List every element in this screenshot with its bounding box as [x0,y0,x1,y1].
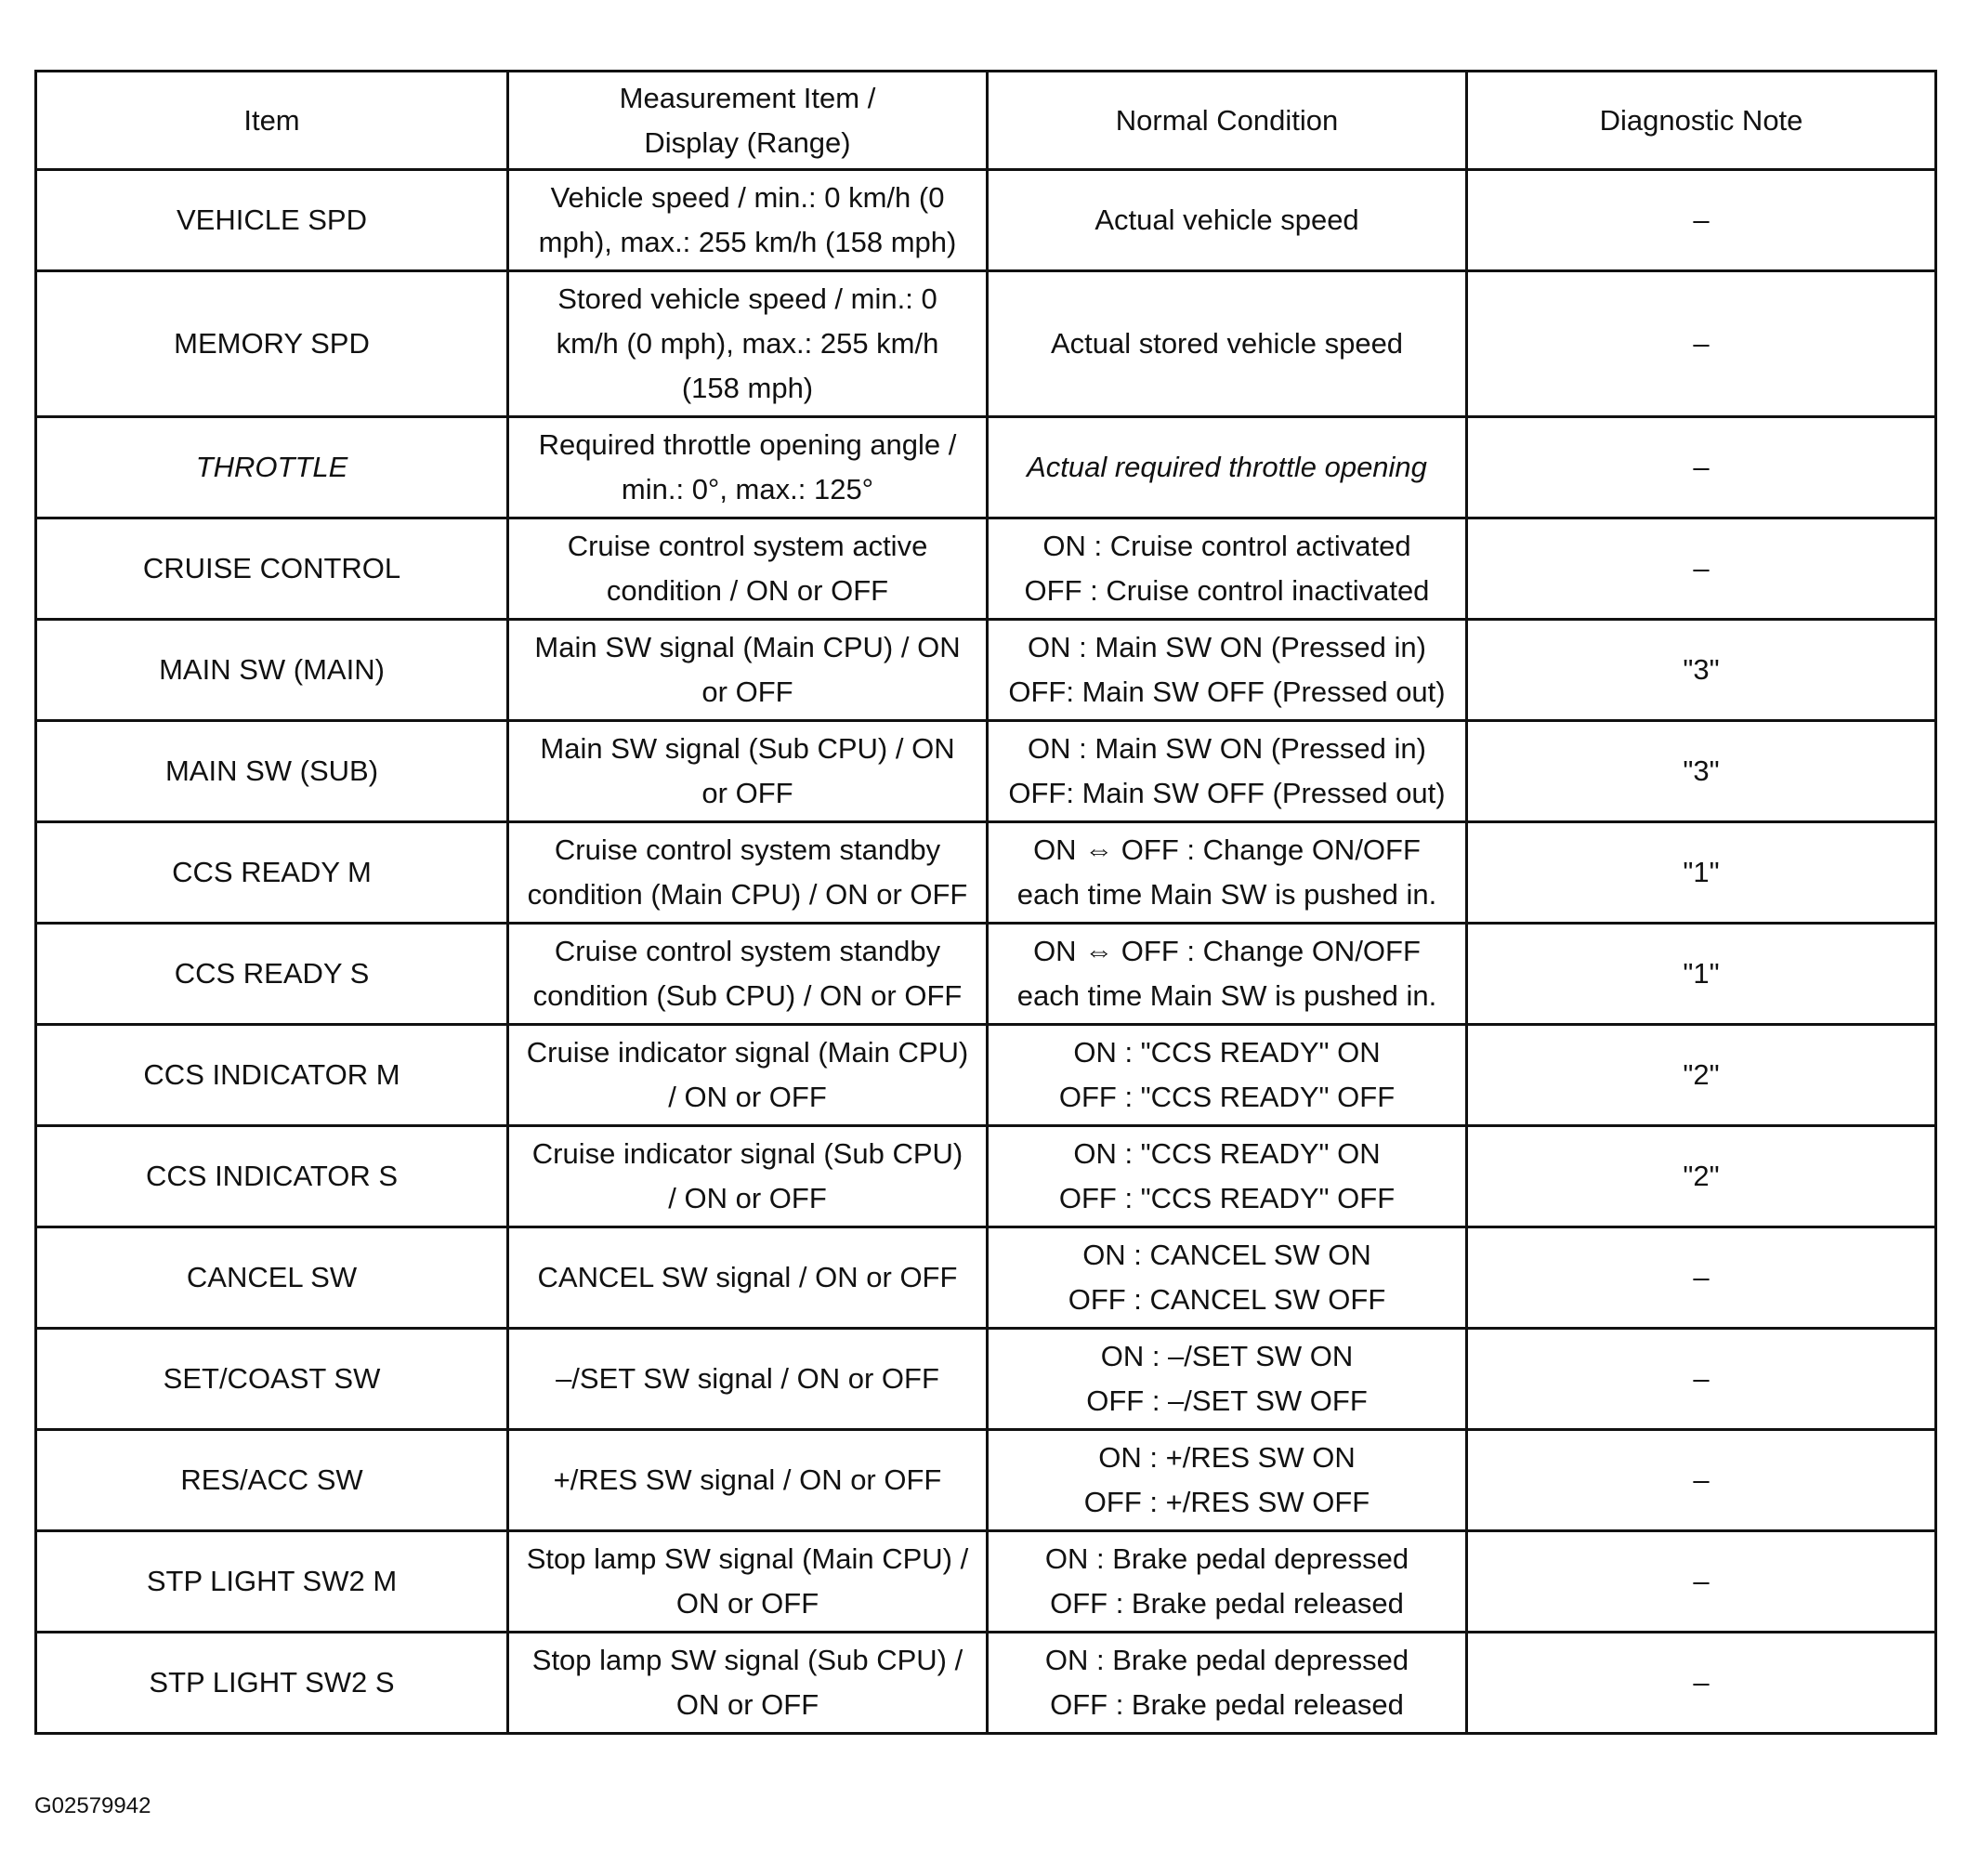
cell-condition: ON : Main SW ON (Pressed in) OFF: Main SW OFF (Pressed out) [988,620,1467,721]
table-row [36,1227,1936,1329]
table-header [36,72,1936,170]
cell-measurement: Cruise indicator signal (Sub CPU) / ON or OFF [508,1126,988,1227]
cell-note: – [1467,417,1936,518]
cell-condition: ON : "CCS READY" ON OFF : "CCS READY" OFF [988,1126,1467,1227]
cell-measurement: Cruise control system standby condition (Main CPU) / ON or OFF [508,822,988,924]
cell-measurement: Vehicle speed / min.: 0 km/h (0 mph), max.: 255 km/h (158 mph) [508,170,988,271]
cell-condition: ON : Brake pedal depressed OFF : Brake pedal released [988,1633,1467,1734]
table-row [36,417,1936,518]
cell-note: "1" [1467,822,1936,924]
table-row [36,170,1936,271]
cell-condition: ON : "CCS READY" ON OFF : "CCS READY" OFF [988,1025,1467,1126]
cell-note: "3" [1467,620,1936,721]
cell-measurement: Cruise control system active condition / ON or OFF [508,518,988,620]
cell-note: – [1467,1531,1936,1633]
cell-note: – [1467,518,1936,620]
cell-measurement: Stop lamp SW signal (Sub CPU) / ON or OFF [508,1633,988,1734]
table-body [36,170,1936,1734]
cell-measurement: +/RES SW signal / ON or OFF [508,1430,988,1531]
cell-condition: ON : –/SET SW ON OFF : –/SET SW OFF [988,1329,1467,1430]
cell-item: SET/COAST SW [36,1329,508,1430]
cell-measurement: Stored vehicle speed / min.: 0 km/h (0 mph), max.: 255 km/h (158 mph) [508,271,988,417]
cell-item: THROTTLE [36,417,508,518]
table-row [36,1025,1936,1126]
table-row [36,924,1936,1025]
header-condition: Normal Condition [988,72,1467,170]
cell-item: CCS INDICATOR S [36,1126,508,1227]
cell-measurement: Main SW signal (Main CPU) / ON or OFF [508,620,988,721]
cell-note: "1" [1467,924,1936,1025]
cell-note: "3" [1467,721,1936,822]
cell-condition: Actual vehicle speed [988,170,1467,271]
table-row [36,620,1936,721]
cell-condition: ON ⇔ OFF : Change ON/OFF each time Main SW is pushed in. [988,924,1467,1025]
cell-item: MAIN SW (SUB) [36,721,508,822]
cell-measurement: Cruise control system standby condition (Sub CPU) / ON or OFF [508,924,988,1025]
cell-item: MAIN SW (MAIN) [36,620,508,721]
cell-note: – [1467,1633,1936,1734]
cell-note: – [1467,1329,1936,1430]
cell-note: – [1467,170,1936,271]
cell-item: CCS READY S [36,924,508,1025]
cell-note: – [1467,1227,1936,1329]
table-row [36,721,1936,822]
table-row [36,1126,1936,1227]
cell-item: CCS INDICATOR M [36,1025,508,1126]
cell-condition: Actual required throttle opening [988,417,1467,518]
header-row [36,72,1936,170]
cell-condition: Actual stored vehicle speed [988,271,1467,417]
table-row [36,518,1936,620]
cell-item: STP LIGHT SW2 S [36,1633,508,1734]
diagnostic-table-container [34,70,1934,1735]
cell-note: "2" [1467,1126,1936,1227]
cell-measurement: CANCEL SW signal / ON or OFF [508,1227,988,1329]
cell-measurement: Stop lamp SW signal (Main CPU) / ON or OFF [508,1531,988,1633]
cell-measurement: Cruise indicator signal (Main CPU) / ON or OFF [508,1025,988,1126]
table-row [36,822,1936,924]
cell-item: MEMORY SPD [36,271,508,417]
cell-condition: ON : Brake pedal depressed OFF : Brake pedal released [988,1531,1467,1633]
table-row [36,271,1936,417]
cell-item: STP LIGHT SW2 M [36,1531,508,1633]
cell-note: – [1467,1430,1936,1531]
cell-item: CRUISE CONTROL [36,518,508,620]
cell-note: – [1467,271,1936,417]
header-item: Item [36,72,508,170]
header-measurement: Measurement Item / Display (Range) [508,72,988,170]
cell-measurement: Required throttle opening angle / min.: 0°, max.: 125° [508,417,988,518]
cell-condition: ON : +/RES SW ON OFF : +/RES SW OFF [988,1430,1467,1531]
cell-condition: ON ⇔ OFF : Change ON/OFF each time Main SW is pushed in. [988,822,1467,924]
table-row [36,1430,1936,1531]
cell-condition: ON : Cruise control activated OFF : Cruise control inactivated [988,518,1467,620]
cell-measurement: Main SW signal (Sub CPU) / ON or OFF [508,721,988,822]
cell-note: "2" [1467,1025,1936,1126]
cell-condition: ON : Main SW ON (Pressed in) OFF: Main SW OFF (Pressed out) [988,721,1467,822]
table-row [36,1329,1936,1430]
diagnostic-table [34,70,1937,1735]
cell-item: VEHICLE SPD [36,170,508,271]
cell-item: RES/ACC SW [36,1430,508,1531]
header-note: Diagnostic Note [1467,72,1936,170]
cell-item: CCS READY M [36,822,508,924]
cell-condition: ON : CANCEL SW ON OFF : CANCEL SW OFF [988,1227,1467,1329]
table-row [36,1531,1936,1633]
cell-item: CANCEL SW [36,1227,508,1329]
figure-id: G02579942 [34,1793,151,1818]
table-row [36,1633,1936,1734]
cell-measurement: –/SET SW signal / ON or OFF [508,1329,988,1430]
